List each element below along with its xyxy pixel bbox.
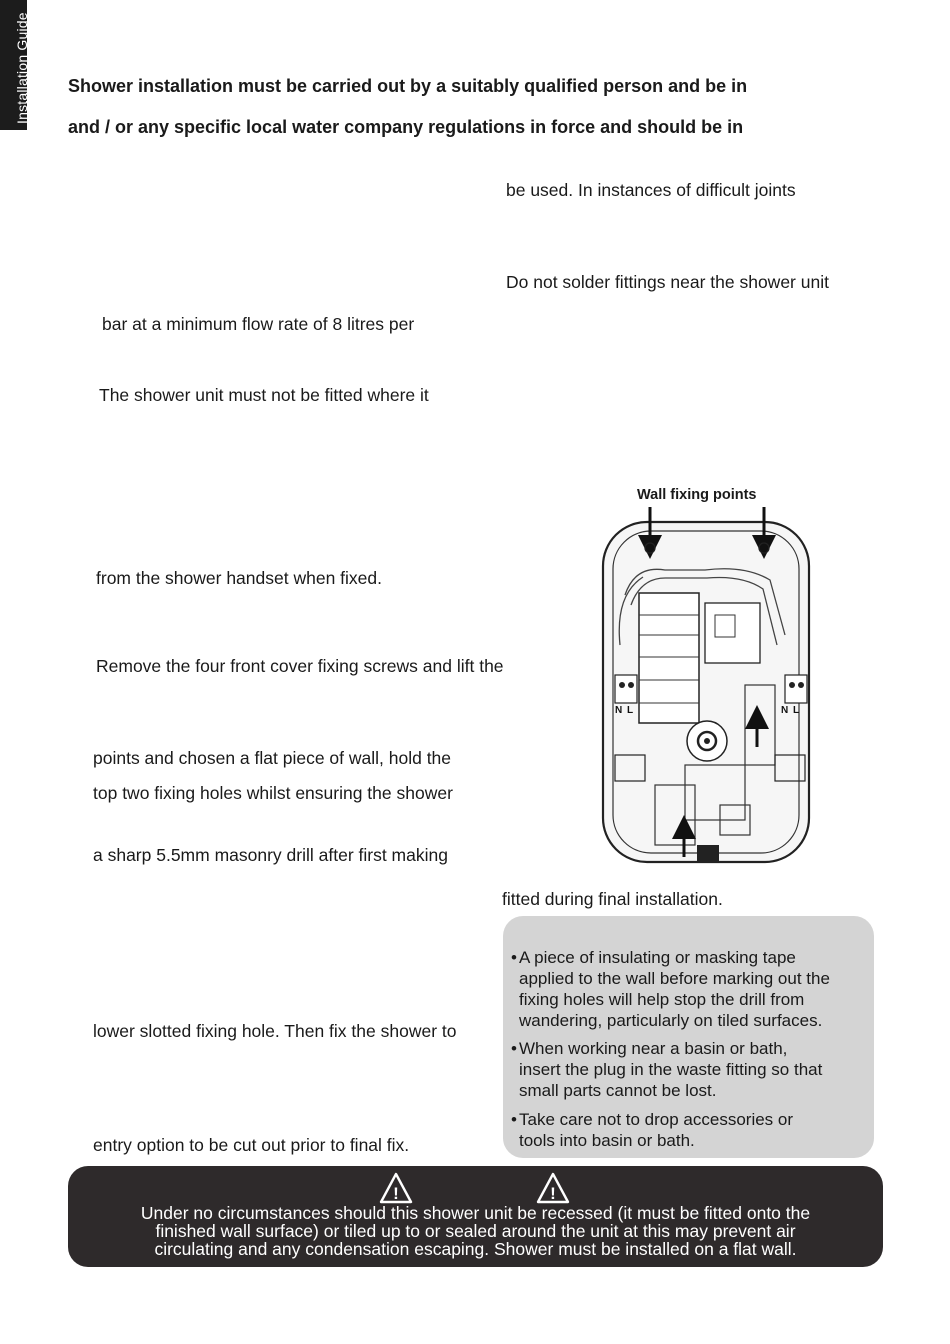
tip-item-3: • Take care not to drop accessories or tools into basin or bath. <box>511 1110 794 1150</box>
left-text-1: bar at a minimum flow rate of 8 litres per <box>102 314 415 334</box>
intro-line-2: and / or any specific local water company regulations in force and should be in <box>68 117 744 137</box>
tips-box <box>503 916 874 1158</box>
bullet: • <box>511 1039 517 1058</box>
bullet: • <box>511 1110 517 1129</box>
diagram-label: Wall fixing points <box>637 487 757 503</box>
warning-mark: ! <box>550 1184 556 1203</box>
warning-mark: ! <box>393 1184 399 1203</box>
side-tab <box>0 0 30 130</box>
left-text-2: The shower unit must not be fitted where it <box>99 385 429 405</box>
diagram-caption: fitted during final installation. <box>502 889 723 909</box>
warning-text: Under no circumstances should this shower unit be recessed (it must be fitted onto the finished wall surface) or tiled up to or sealed around the unit at this may prevent air circulating and any condensation escaping. Shower must be installed on a flat wall. <box>140 1203 811 1259</box>
terminal-label-n-right: N <box>781 705 789 716</box>
shower-unit-diagram <box>595 485 825 870</box>
right-text-1: be used. In instances of difficult joints <box>506 180 796 200</box>
terminal-label-n-left: N <box>615 705 623 716</box>
left-text-5: points and chosen a flat piece of wall, hold the <box>93 748 452 768</box>
warning-triangle-icon <box>379 1172 413 1204</box>
terminal-label-l-right: L <box>793 705 800 716</box>
right-text-2: Do not solder fittings near the shower unit <box>506 272 829 292</box>
left-text-7: a sharp 5.5mm masonry drill after first making <box>93 845 448 865</box>
left-text-9: entry option to be cut out prior to final fix. <box>93 1135 410 1155</box>
left-text-3: from the shower handset when fixed. <box>96 568 382 588</box>
left-text-6: top two fixing holes whilst ensuring the shower <box>93 783 453 803</box>
terminal-label-l-left: L <box>627 705 634 716</box>
left-text-8: lower slotted fixing hole. Then fix the shower to <box>93 1021 457 1041</box>
intro-line-1: Shower installation must be carried out by a suitably qualified person and be in <box>68 76 748 96</box>
bullet: • <box>511 948 517 967</box>
left-text-4: Remove the four front cover fixing screws and lift the <box>96 656 504 676</box>
tip-item-2: • When working near a basin or bath, insert the plug in the waste fitting so that small parts cannot be lost. <box>511 1039 823 1100</box>
warning-banner <box>68 1166 883 1267</box>
side-tab-label: Installation Guide <box>14 12 30 124</box>
tip-item-1: • A piece of insulating or masking tape applied to the wall before marking out the fixing holes will help stop the drill from wandering, particularly on tiled surfaces. <box>511 948 830 1030</box>
warning-triangle-icon <box>536 1172 570 1204</box>
